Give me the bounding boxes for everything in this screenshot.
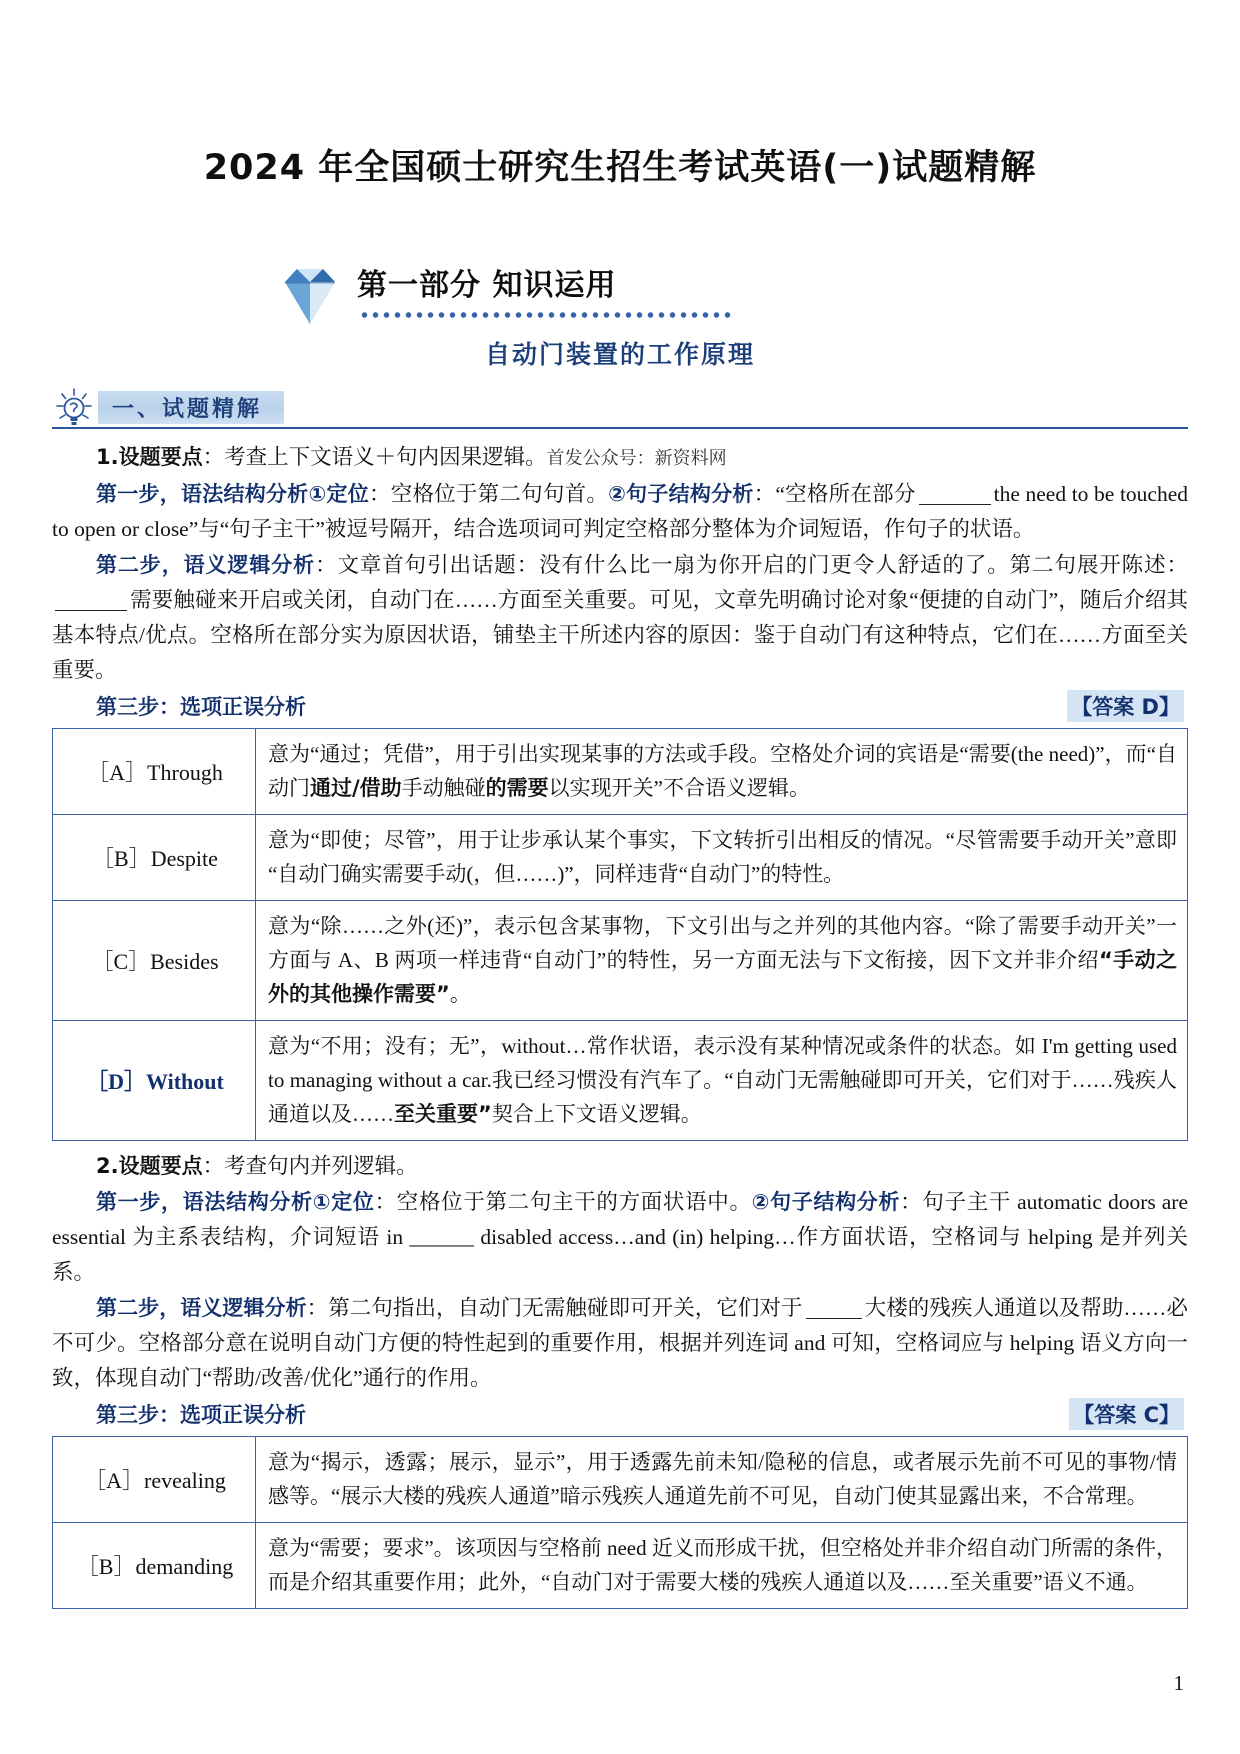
option-explanation: 意为“除……之外(还)”，表示包含某事物，下文引出与之并列的其他内容。“除了需要手动开关”一方面与 A、B 两项一样违背“自动门”的特性，另一方面无法与下文衔接，因下文并非介绍“手动之外的其他操作需要”。 — [256, 901, 1188, 1021]
q2-step2-label: 第二步，语义逻辑分析 — [96, 1296, 307, 1320]
table-row — [53, 901, 1188, 1021]
option-explanation: 意为“即使；尽管”，用于让步承认某个事实，下文转折引出相反的情况。“尽管需要手动开关”意即“自动门确实需要手动(，但……)”，同样违背“自动门”的特性。 — [256, 815, 1188, 901]
content-body — [52, 440, 1188, 1609]
option-key: ［A］Through — [53, 729, 256, 815]
page-number: 1 — [1173, 1671, 1184, 1695]
question-1-step1 — [52, 477, 1188, 547]
question-1-point-line — [52, 440, 1188, 476]
option-key: ［A］revealing — [53, 1437, 256, 1523]
q1-step1-sub1: ①定位 — [308, 482, 369, 506]
q2-step2-text-a: ：第二句指出，自动门无需触碰即可开关，它们对于 — [306, 1296, 803, 1320]
question-2-step2 — [52, 1291, 1188, 1396]
question-1-step2 — [52, 548, 1188, 688]
q1-step1-sub1-text: ：空格位于第二句句首。 — [368, 482, 609, 506]
q2-number: 2. — [96, 1154, 119, 1178]
q1-answer-badge: 【答案 D】 — [1067, 690, 1184, 722]
q1-number: 1. — [96, 445, 119, 469]
q1-point-text: ：考查上下文语义＋句内因果逻辑。 — [202, 445, 547, 469]
table-row — [53, 815, 1188, 901]
q2-step1-label: 第一步，语法结构分析 — [96, 1190, 313, 1214]
section-title: 一、试题精解 — [112, 397, 263, 422]
question-1-options-table — [52, 728, 1188, 1141]
table-row — [53, 1523, 1188, 1609]
question-2-step1 — [52, 1185, 1188, 1290]
q1-point-label: 设题要点 — [118, 445, 203, 469]
q1-step1-sub2-text-a: ：“空格所在部分 — [753, 482, 916, 506]
question-2-point-line — [52, 1149, 1188, 1184]
q2-step2-text-b: 大楼的残疾人通道以及帮助……必不可少。空格部分意在说明自动门方便的特性起到的重要作用，根据并列连词 and 可知，空格词应与 helping 语义方向一致，体现自动门“帮助/改善/优化”通行的作用。 — [52, 1296, 1188, 1390]
section-heading — [52, 389, 1192, 431]
q2-step3-label: 第三步：选项正误分析 — [96, 1403, 306, 1427]
option-explanation: 意为“揭示，透露；展示，显示”，用于透露先前未知/隐秘的信息，或者展示先前不可见的事物/情感等。“展示大楼的残疾人通道”暗示残疾人通道先前不可见，自动门使其显露出来，不合常理。 — [256, 1437, 1188, 1523]
q1-step2-text-b: 需要触碰来开启或关闭，自动门在……方面至关重要。可见，文章先明确讨论对象“便捷的自动门”，随后介绍其基本特点/优点。空格所在部分实为原因状语，铺垫主干所述内容的原因：鉴于自动门有这种特点，它们在……方面至关重要。 — [52, 588, 1188, 682]
question-1-step3-line — [52, 690, 1188, 722]
option-explanation: 意为“通过；凭借”，用于引出实现某事的方法或手段。空格处介词的宾语是“需要(the need)”，而“自动门通过/借助手动触碰的需要以实现开关”不合语义逻辑。 — [256, 729, 1188, 815]
q2-step1-sub1: ①定位 — [312, 1190, 375, 1214]
q1-step2-text-a: ：文章首句引出话题：没有什么比一扇为你开启的门更令人舒适的了。第二句展开陈述： — [315, 553, 1188, 577]
table-row — [53, 1021, 1188, 1141]
q2-answer-badge: 【答案 C】 — [1069, 1398, 1184, 1430]
lightbulb-icon — [52, 387, 96, 431]
question-2-step3-line — [52, 1398, 1188, 1430]
section-divider — [52, 427, 1188, 429]
option-key: ［B］Despite — [53, 815, 256, 901]
question-2-options-table — [52, 1436, 1188, 1609]
q1-step1-sub2-text-b: the need to be touched to open or close”与“句子主干”被逗号隔开，结合选项词可判定空格部分整体为介词短语，作句子的状语。 — [52, 482, 1189, 541]
table-row — [53, 1437, 1188, 1523]
q2-point-text: ：考查句内并列逻辑。 — [202, 1154, 418, 1178]
part-subtitle: 自动门装置的工作原理 — [484, 340, 755, 369]
q2-step1-sub2-text: ：句子主干 automatic doors are essential 为主系表结构，介词短语 in ______ disabled access…and (in) helping…作方面状语，空格词与 helping 是并列关系。 — [52, 1190, 1189, 1284]
q2-point-label: 设题要点 — [118, 1154, 203, 1178]
q2-step1-sub2: ②句子结构分析 — [751, 1190, 901, 1214]
q1-step1-sub2: ②句子结构分析 — [608, 482, 754, 506]
table-row — [53, 729, 1188, 815]
dotted-divider — [359, 311, 731, 319]
answer-blank — [806, 1318, 862, 1319]
part-banner — [275, 258, 975, 340]
page-title: 2024 年全国硕士研究生招生考试英语(一)试题精解 — [203, 148, 1037, 188]
q2-step1-sub1-text: ：空格位于第二句主干的方面状语中。 — [374, 1190, 752, 1214]
section-title-band — [98, 391, 284, 424]
diamond-gem-icon — [275, 264, 345, 328]
part-title: 第一部分 知识运用 — [357, 268, 617, 303]
option-explanation: 意为“需要；要求”。该项因与空格前 need 近义而形成干扰，但空格处并非介绍自动门所需的条件，而是介绍其重要作用；此外，“自动门对于需要大楼的残疾人通道以及……至关重要”语义不通。 — [256, 1523, 1188, 1609]
option-key: ［C］Besides — [53, 901, 256, 1021]
answer-blank — [55, 610, 127, 611]
answer-blank — [919, 504, 991, 505]
option-key: ［D］Without — [53, 1021, 256, 1141]
option-key: ［B］demanding — [53, 1523, 256, 1609]
q1-step3-label: 第三步：选项正误分析 — [96, 695, 306, 719]
q1-watermark: 首发公众号：新资料网 — [546, 448, 727, 468]
q1-step2-label: 第二步，语义逻辑分析 — [96, 553, 316, 577]
option-explanation: 意为“不用；没有；无”，without…常作状语，表示没有某种情况或条件的状态。如 I'm getting used to managing without a car.我已经习惯没有汽车了。“自动门无需触碰即可开关，它们对于……残疾人通道以及……至关重要”契合上下文语义逻辑。 — [256, 1021, 1188, 1141]
q1-step1-label: 第一步，语法结构分析 — [96, 482, 309, 506]
